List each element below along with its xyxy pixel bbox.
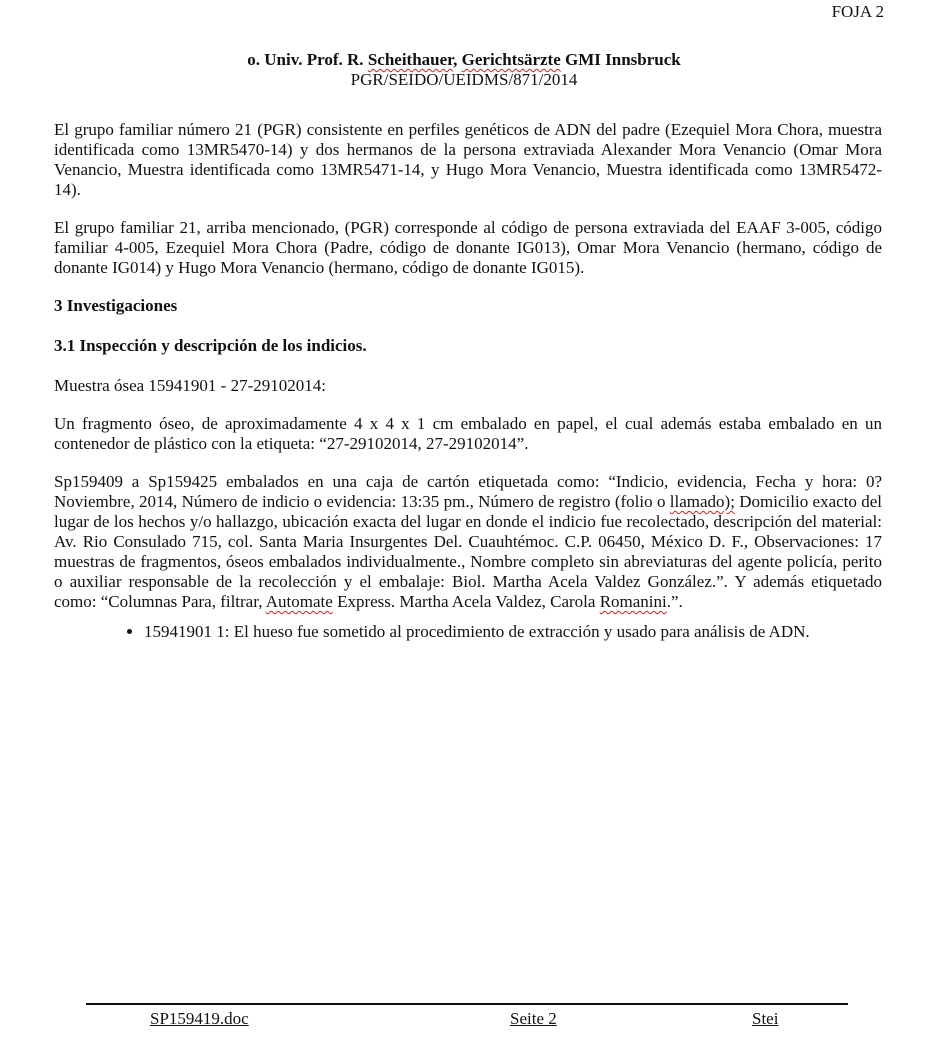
paragraph-family-group: El grupo familiar número 21 (PGR) consistente en perfiles genéticos de ADN del padre (Ezequiel Mora Chora, muestra identificada como 13MR5470-14) y dos hermanos de la persona extraviada Alexander Mora Venancio (Omar Mora Venancio, Muestra identificada como 13MR5471-14, y Hugo Mora Venancio, Muestra identificada como 13MR5472-14). — [54, 120, 882, 199]
paragraph-packaging — [54, 472, 882, 612]
header-suffix: GMI Innsbruck — [560, 50, 681, 69]
packaging-text-d: .”. — [666, 592, 683, 611]
packaging-text-llamado: llamado); — [669, 492, 735, 511]
document-header — [0, 50, 928, 90]
footer-filename: SP159419.doc — [150, 1009, 249, 1028]
section-heading-inspeccion: 3.1 Inspección y descripción de los indicios. — [54, 336, 367, 355]
paragraph-fragment: Un fragmento óseo, de aproximadamente 4 x 4 x 1 cm embalado en papel, el cual además estaba embalado en un contenedor de plástico con la etiqueta: “27-29102014, 27-29102014”. — [54, 414, 882, 453]
packaging-text-c: Express. Martha Acela Valdez, Carola — [332, 592, 600, 611]
footer-divider — [86, 1003, 848, 1005]
header-name-gerichtsaerzte: Gerichtsärzte — [461, 50, 561, 69]
header-institution — [0, 50, 928, 70]
paragraph-family-codes: El grupo familiar 21, arriba mencionado, (PGR) corresponde al código de persona extraviada del EAAF 3-005, código familiar 4-005, Ezequiel Mora Chora (Padre, código de donante IG013), Omar Mora Venancio (hermano, código de donante IG014) y Hugo Mora Venancio (hermano, código de donante IG015). — [54, 218, 882, 277]
packaging-text-b: Domicilio exacto del lugar de los hechos y/o hallazgo, ubicación exacta del lugar en donde el indicio fue recolectado, descripción del material: Av. Rio Consulado 715, col. Santa Maria Insurgentes Del. Cuauhtémoc. C.P. 06450, México D. F., Observaciones: 17 muestras de fragmentos, óseos embalados individualmente., Nombre completo sin abreviaturas del agente policía, perito o auxiliar responsable de la recolección y el embalaje: Biol. Martha Acela Valdez González.”. Y además etiquetado como: “Columnas Para, filtrar, — [54, 492, 882, 611]
section-heading-investigaciones: 3 Investigaciones — [54, 296, 178, 315]
header-separator: , — [453, 50, 462, 69]
packaging-text-a: Sp159409 a Sp159425 embalados en una caja de cartón etiquetada como: “Indicio, evidencia, Fecha y hora: 0? Noviembre, 2014, Número de indicio o evidencia: 13:35 pm., Número de registro (folio o — [54, 472, 882, 511]
bullet-list — [54, 622, 882, 642]
packaging-text-romanini: Romanini — [599, 592, 667, 611]
footer-page: Seite 2 — [510, 1009, 557, 1028]
sample-label: Muestra ósea 15941901 - 27-29102014: — [54, 376, 326, 395]
header-case-number: PGR/SEIDO/UEIDMS/871/2014 — [350, 70, 578, 89]
footer-author: Stei — [752, 1009, 779, 1028]
document-footer — [86, 1009, 848, 1033]
header-name-scheithauer: Scheithauer — [367, 50, 454, 69]
page-number-foja: FOJA 2 — [831, 2, 884, 21]
document-body — [54, 120, 882, 642]
packaging-text-automate: Automate — [265, 592, 333, 611]
list-item: • 15941901 1: El hueso fue sometido al procedimiento de extracción y usado para análisis de ADN. — [144, 622, 882, 642]
header-prefix: o. Univ. Prof. R. — [247, 50, 368, 69]
